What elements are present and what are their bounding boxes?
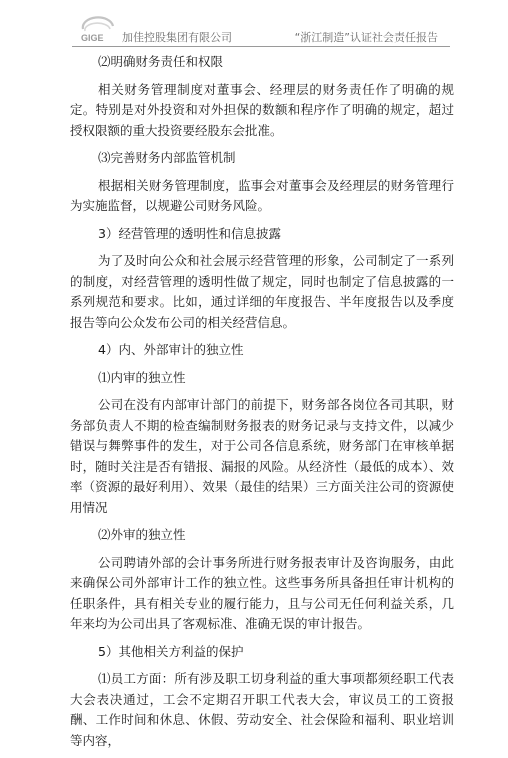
heading-stakeholders: 5）其他相关方利益的保护 [98, 643, 244, 659]
paragraph: 根据相关财务管理制度，监事会对董事会及经理层的财务管理行为实施监督，以规避公司财务风险。 [70, 177, 454, 213]
paragraph: 相关财务管理制度对董事会、经理层的财务责任作了明确的规定。特别是对外投资和对外担保的数额和程序作了明确的规定，超过授权限额的重大投资要经股东会批准。 [70, 81, 454, 138]
document-body [70, 52, 454, 758]
heading-audit: 4）内、外部审计的独立性 [98, 342, 244, 357]
heading-supervision: ⑶完善财务内部监管机制 [98, 150, 236, 165]
heading-responsibility: ⑵明确财务责任和权限 [98, 54, 224, 69]
paragraph: 为了及时向公众和社会展示经营管理的形象，公司制定了一系列的制度，对经营管理的透明性做了规定，同时也制定了信息披露的一系列规范和要求。比如，通过详细的年度报告、半年度报告以及季度报告等向公众发布公司的相关经营信息。 [70, 253, 454, 330]
heading-external-audit: ⑵外审的独立性 [98, 527, 186, 542]
paragraph: 公司在没有内部审计部门的前提下，财务部各岗位各司其职，财务部负责人不期的检查编制财务报表的财务记录与支持文件，以减少错误与舞弊事件的发生，对于公司各信息系统，财务部门在审核单据时，随时关注是否有错报、漏报的风险。从经济性（最低的成本）、效率（资源的最好利用）、效果（最佳的结果）三方面关注公司的资源使用情况 [70, 397, 454, 515]
page-header [0, 0, 508, 48]
company-logo [80, 16, 116, 42]
heading-transparency: 3）经营管理的透明性和信息披露 [98, 225, 281, 241]
company-name: 加佳控股集团有限公司 [122, 31, 232, 44]
heading-internal-audit: ⑴内审的独立性 [98, 369, 186, 385]
svg-text:GIGE: GIGE [81, 33, 104, 42]
report-title: “浙江制造”认证社会责任报告 [294, 31, 438, 44]
header-rule [72, 46, 450, 47]
paragraph: ⑴员工方面：所有涉及职工切身利益的重大事项都须经职工代表大会表决通过，工会不定期召开职工代表大会，审议员工的工资报酬、工作时间和休息、休假、劳动安全、社会保险和福利、职业培训等内容， [70, 671, 454, 748]
paragraph: 公司聘请外部的会计事务所进行财务报表审计及咨询服务，由此来确保公司外部审计工作的独立性。这些事务所具备担任审计机构的任职条件，具有相关专业的履行能力，且与公司无任何利益关系，几年来均为公司出具了客观标准、准确无误的审计报告。 [70, 554, 454, 631]
